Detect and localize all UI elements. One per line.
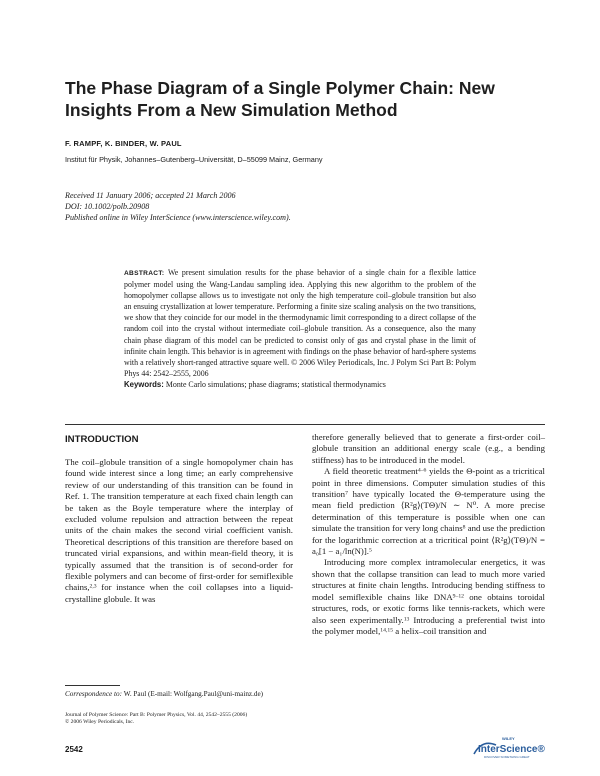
received-date: Received 11 January 2006; accepted 21 March 2006 [65, 191, 236, 200]
section-divider [65, 424, 545, 425]
abstract-text: We present simulation results for the phase behavior of a single chain for a flexible lattice polymer model using the Wang-Landau sampling idea. Applying this new algorithm to the problem of the homopolymer collapse allows us to investigate not only the high temperature coil–globule transition but also an ensuing crystallization at lower temperature. Performing a finite size scaling analysis on the two transitions, we show that they coincide for our model in the thermodynamic limit corresponding to a direct collapse of the random coil into the crystal without intermediate coil–globule transition. As a consequence, also the many chain phase diagram of this model can be predicted to consist only of gas and crystal phase in the limit of infinite chain length. This behavior is in agreement with findings on the phase behavior of hard-sphere systems with a relatively short-ranged attractive square well. © 2006 Wiley Periodicals, Inc. J Polym Sci Part B: Polym Phys 44: 2542–2555, 2006 [124, 268, 476, 378]
affiliation: Institut für Physik, Johannes–Gutenberg–Universität, D–55099 Mainz, Germany [65, 155, 323, 164]
paragraph: A field theoretic treatment$^{4-6}$ yields the Θ-point as a tricritical point in three dimensions. Computer simulation studies of this transition$^7$ have typically located the Θ-temperature using the mean field prediction ⟨R²g⟩(TΘ)/N ∼ N⁰. A more precise determination of this temperature is possible when one can simulate the transition for very long chains$^8$ and use the prediction for the logarithmic correction at a tricritical point ⟨R²g⟩(TΘ)/N = a₀[1 − a₁/ln(N)].$^5$ [312, 466, 545, 557]
paragraph: Introducing more complex intramolecular energetics, it was shown that the collapse transition can lead to much more varied structures at finite chain lengths. Introducing bending stiffness to model semiflexible chains like DNA$^{9-12}$ one obtains toroidal structures, rods, or exotic forms like tennis-rackets, which were also seen experimentally.$^{13}$ Introducing a preferential twist into the polymer model,$^{14,15}$ a helix–coil transition and [312, 557, 545, 636]
correspondence-footnote [65, 690, 293, 699]
paragraph: therefore generally believed that to generate a first-order coil–globule transition an additional energy scale (e.g., a bending stiffness) has to be introduced in the model. [312, 432, 545, 465]
body-column-right [312, 432, 545, 637]
copyright-line: © 2006 Wiley Periodicals, Inc. [65, 719, 135, 725]
keywords [124, 379, 476, 390]
footnote-text[interactable]: W. Paul (E-mail: Wolfgang.Paul@uni-mainz.de) [122, 690, 264, 698]
paragraph: The coil–globule transition of a single homopolymer chain has found wide interest since a long time; an early comprehensive review of our understanding of this transition can be found in Ref. 1. The transition temperature at each fixed chain length can be taken as the Boyle temperature where the interplay of excluded volume repulsion and attraction between the repeat units of the chain makes the second virial coefficient vanish. Theoretical descriptions of this transition are therefore based on truncated virial expansions, and within mean-field theory, it is typically assumed that the transition is of second-order for flexible polymers and can become of first-order for semiflexible chains,$^{2,3}$ for instance when the coil collapses into a liquid-crystalline globule. It was [65, 457, 293, 604]
author-list: F. RAMPF, K. BINDER, W. PAUL [65, 139, 182, 148]
journal-line: Journal of Polymer Science: Part B: Polymer Physics, Vol. 44, 2542–2555 (2006) [65, 712, 248, 718]
page-number: 2542 [65, 745, 83, 754]
keywords-text: Monte Carlo simulations; phase diagrams; statistical thermodynamics [165, 379, 386, 389]
doi[interactable]: DOI: 10.1002/polb.20908 [65, 202, 150, 211]
section-heading: INTRODUCTION [65, 434, 139, 445]
journal-citation [65, 712, 295, 726]
keywords-label: Keywords: [124, 379, 164, 389]
logo-top-text: WILEY [502, 736, 515, 741]
published-online: Published online in Wiley InterScience (www.interscience.wiley.com). [65, 213, 291, 222]
logo-main-text: InterScience® [478, 744, 545, 755]
abstract [124, 267, 476, 390]
wiley-interscience-logo [470, 735, 550, 763]
article-title: The Phase Diagram of a Single Polymer Chain: New Insights From a New Simulation Method [65, 78, 495, 120]
logo-tagline: DISCOVER SOMETHING GREAT [484, 755, 530, 759]
abstract-label: ABSTRACT: [124, 270, 165, 277]
publication-info [65, 190, 291, 223]
footnote-divider [65, 685, 120, 686]
footnote-label: Correspondence to: [65, 690, 123, 698]
body-column-left [65, 457, 293, 605]
